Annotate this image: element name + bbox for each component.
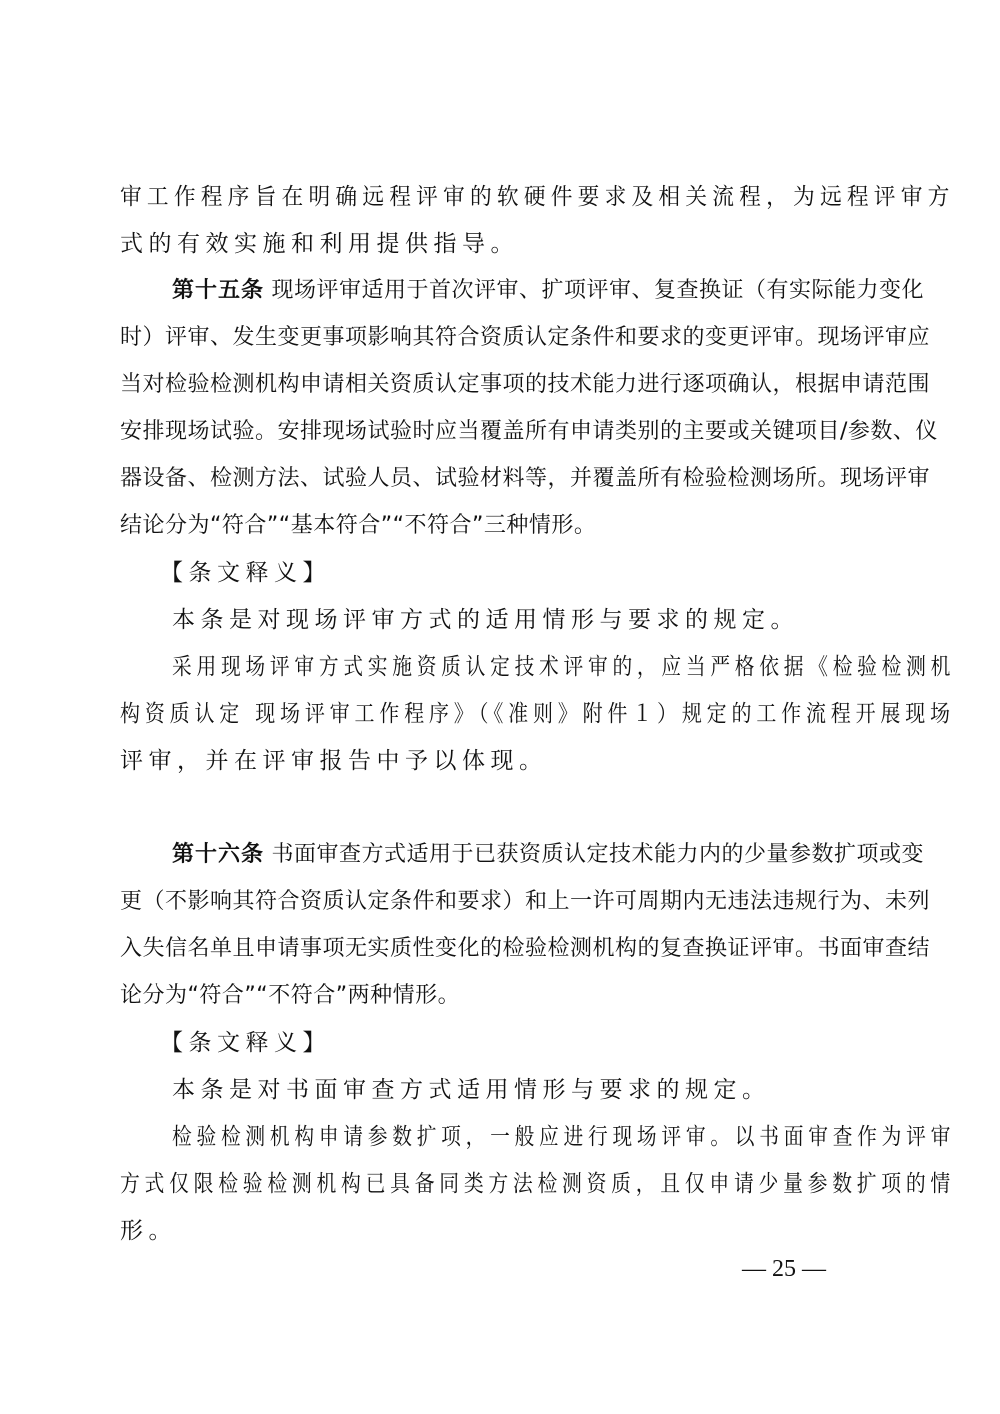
article-16-heading: 第十六条 [172,842,265,867]
section-label: 【条文释义】 [160,560,331,586]
body-line: 评审，并在评审报告中予以体现。 [120,748,548,774]
article-15-heading: 第十五条 [172,278,265,303]
body-line: 构资质认定 现场评审工作程序》（《准则》附件１）规定的工作流程开展现场 [120,701,955,727]
body-line: 本条是对书面审查方式适用情形与要求的规定。 [172,1077,771,1103]
body-line: 采用现场评审方式实施资质认定技术评审的，应当严格依据《检验检测机 [172,654,956,680]
body-line: 更（不影响其符合资质认定条件和要求）和上一许可周期内无违法违规行为、未列 [120,889,931,914]
body-line: 论分为“符合”“不符合”两种情形。 [120,983,461,1008]
article-15-text: 现场评审适用于首次评审、扩项评审、复查换证（有实际能力变化 [271,278,925,303]
article-16-first-line [172,838,924,872]
body-line: 方式仅限检验检测机构已具备同类方法检测资质，且仅申请少量参数扩项的情 [120,1171,955,1197]
page-number: — 25 — [742,1256,826,1282]
article-15-first-line [172,274,924,308]
body-line: 本条是对现场评审方式的适用情形与要求的规定。 [172,607,799,633]
article-16-text: 书面审查方式适用于已获资质认定技术能力内的少量参数扩项或变 [271,842,925,867]
body-line: 时）评审、发生变更事项影响其符合资质认定条件和要求的变更评审。现场评审应 [120,325,931,350]
body-line: 入失信名单且申请事项无实质性变化的检验检测机构的复查换证评审。书面审查结 [120,936,931,961]
body-line: 审工作程序旨在明确远程评审的软硬件要求及相关流程，为远程评审方 [120,184,955,210]
body-line: 形。 [120,1218,177,1244]
body-line: 当对检验检测机构申请相关资质认定事项的技术能力进行逐项确认，根据申请范围 [120,372,931,397]
body-line: 检验检测机构申请参数扩项，一般应进行现场评审。以书面审查作为评审 [172,1124,956,1150]
section-label: 【条文释义】 [160,1030,331,1056]
body-line: 式的有效实施和利用提供指导。 [120,231,519,257]
body-line: 安排现场试验。安排现场试验时应当覆盖所有申请类别的主要或关键项目/参数、仪 [120,419,938,444]
body-line: 结论分为“符合”“基本符合”“不符合”三种情形。 [120,513,597,538]
body-line: 器设备、检测方法、试验人员、试验材料等，并覆盖所有检验检测场所。现场评审 [120,466,931,491]
